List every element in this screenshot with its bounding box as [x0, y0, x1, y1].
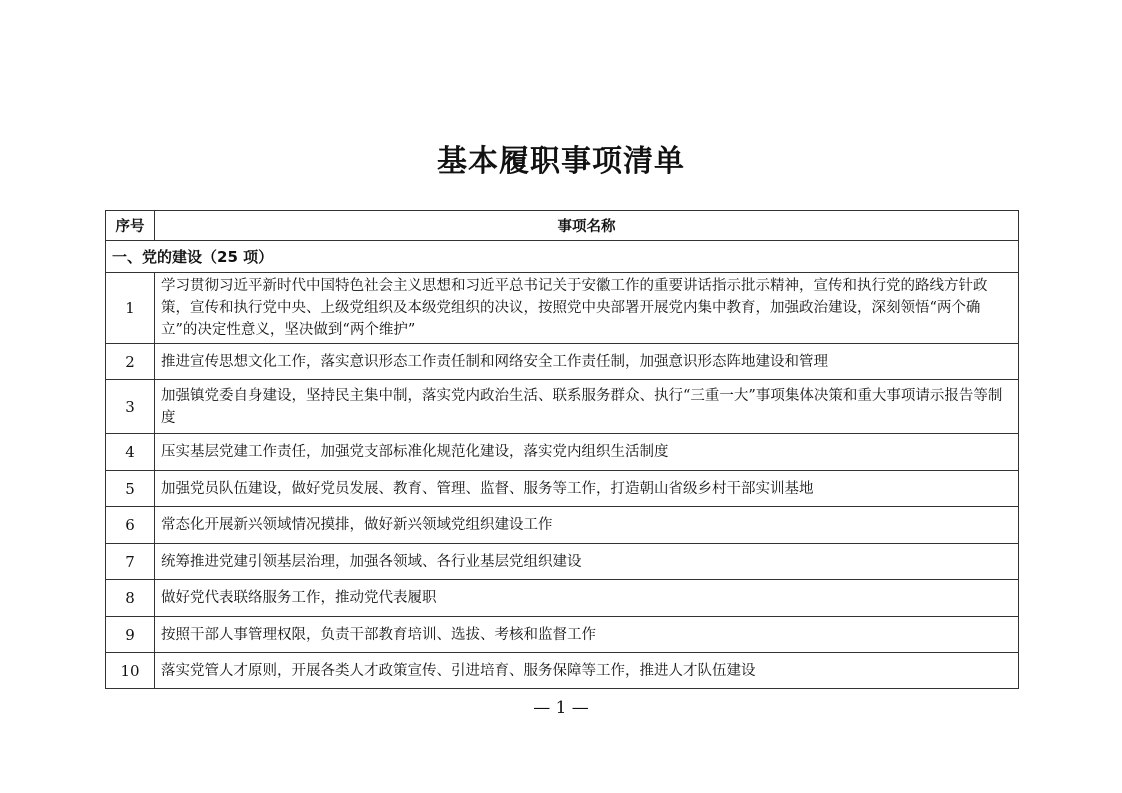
document-title: 基本履职事项清单 — [437, 144, 685, 179]
table-row — [106, 434, 1019, 471]
duty-items-table — [105, 210, 1019, 689]
row-text: 加强党员队伍建设，做好党员发展、教育、管理、监督、服务等工作，打造朝山省级乡村干部实训基地 — [155, 471, 1019, 507]
row-text: 按照干部人事管理权限，负责干部教育培训、选拔、考核和监督工作 — [155, 617, 1019, 653]
table-header-row — [106, 211, 1019, 241]
table-row — [106, 507, 1019, 544]
row-text: 统筹推进党建引领基层治理，加强各领域、各行业基层党组织建设 — [155, 544, 1019, 580]
row-text: 学习贯彻习近平新时代中国特色社会主义思想和习近平总书记关于安徽工作的重要讲话指示批示精神，宣传和执行党的路线方针政策，宣传和执行党中央、上级党组织及本级党组织的决议，按照党中央部署开展党内集中教育，加强政治建设，深刻领悟“两个确立”的决定性意义，坚决做到“两个维护” — [155, 273, 1019, 344]
header-serial-number: 序号 — [106, 211, 155, 241]
row-number: 4 — [106, 434, 155, 471]
row-text: 推进宣传思想文化工作，落实意识形态工作责任制和网络安全工作责任制，加强意识形态阵地建设和管理 — [155, 344, 1019, 380]
row-text: 常态化开展新兴领域情况摸排，做好新兴领域党组织建设工作 — [155, 507, 1019, 544]
row-text: 做好党代表联络服务工作，推动党代表履职 — [155, 580, 1019, 617]
table-row — [106, 273, 1019, 344]
row-number: 9 — [106, 617, 155, 653]
row-number: 2 — [106, 344, 155, 380]
table-row — [106, 380, 1019, 434]
table-row — [106, 344, 1019, 380]
row-number: 3 — [106, 380, 155, 434]
table-row — [106, 617, 1019, 653]
table-row — [106, 471, 1019, 507]
row-text: 落实党管人才原则，开展各类人才政策宣传、引进培育、服务保障等工作，推进人才队伍建设 — [155, 653, 1019, 689]
row-number: 6 — [106, 507, 155, 544]
row-number: 7 — [106, 544, 155, 580]
table-row — [106, 544, 1019, 580]
section-row — [106, 241, 1019, 273]
page-number: — 1 — — [533, 698, 589, 718]
header-item-name: 事项名称 — [155, 211, 1019, 241]
row-number: 1 — [106, 273, 155, 344]
row-number: 5 — [106, 471, 155, 507]
row-number: 8 — [106, 580, 155, 617]
section-title: 一、党的建设（25 项） — [106, 241, 1019, 273]
row-text: 压实基层党建工作责任，加强党支部标准化规范化建设，落实党内组织生活制度 — [155, 434, 1019, 471]
table-row — [106, 580, 1019, 617]
row-text: 加强镇党委自身建设，坚持民主集中制，落实党内政治生活、联系服务群众、执行“三重一大”事项集体决策和重大事项请示报告等制度 — [155, 380, 1019, 434]
table-row — [106, 653, 1019, 689]
row-number: 10 — [106, 653, 155, 689]
